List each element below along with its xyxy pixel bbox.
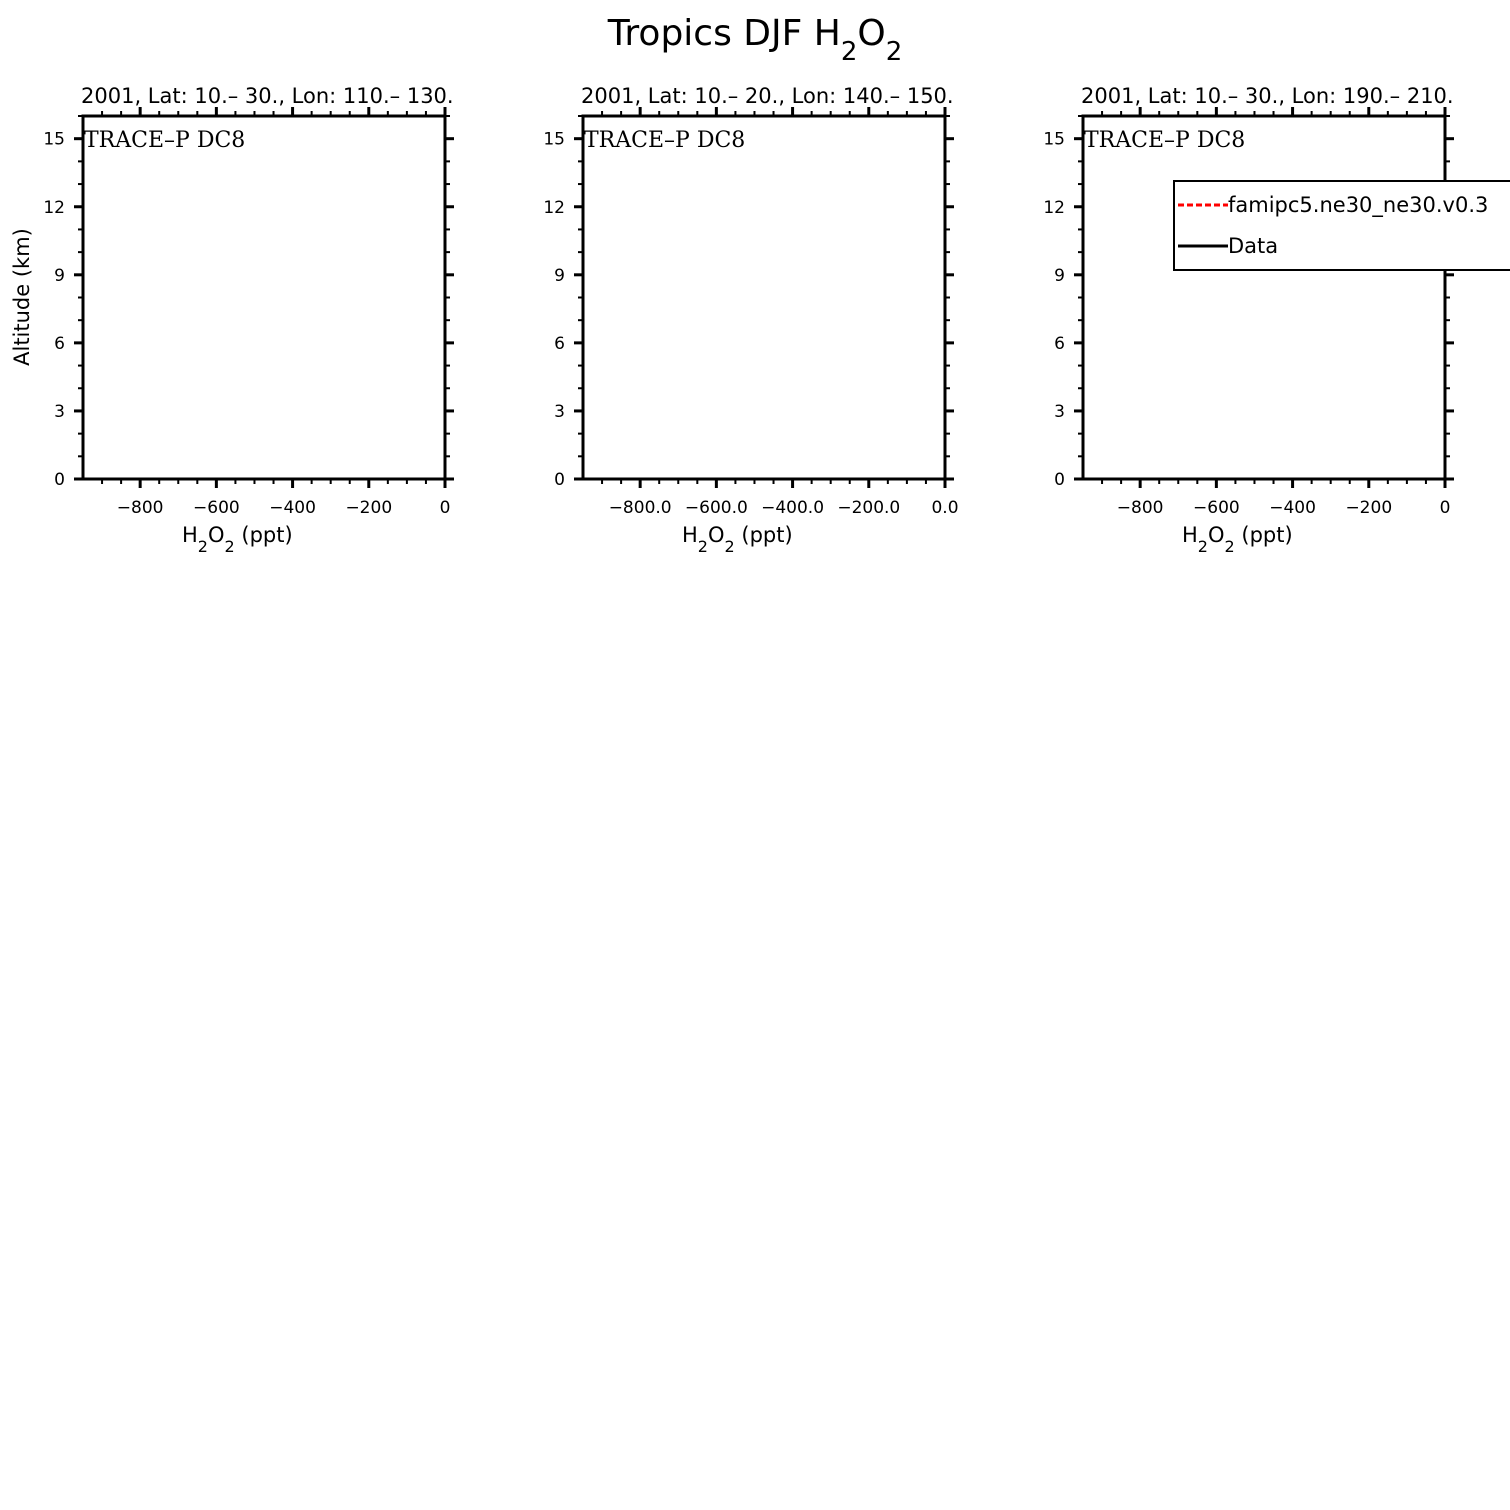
y-tick-label: 0 [54,470,65,490]
panel-title: 2001, Lat: 10.– 20., Lon: 140.– 150. [581,84,954,108]
y-tick-label: 3 [1054,401,1065,422]
y-tick-label: 15 [43,129,65,150]
plot-frame [583,116,945,479]
panel-title: 2001, Lat: 10.– 30., Lon: 110.– 130. [81,84,454,108]
x-tick-label: 0 [1439,498,1451,518]
x-tick-label: −600 [193,498,240,518]
chart-panel [1043,84,1510,556]
x-tick-label: −800 [1116,498,1164,518]
legend-label: famipc5.ne30_ne30.v0.3 [1228,193,1489,217]
plot-frame [1083,116,1445,479]
y-tick-label: 15 [543,129,565,150]
y-tick-label: 6 [554,333,565,354]
chart-panel [10,84,454,556]
panels [10,84,1510,556]
y-tick-label: 9 [554,265,565,286]
x-tick-label: −800.0 [608,498,672,518]
y-tick-label: 15 [1043,129,1065,150]
y-tick-label: 3 [54,401,65,422]
plot-frame [83,116,445,479]
y-tick-label: 12 [43,197,65,218]
inner-label: TRACE–P DC8 [584,128,746,153]
x-tick-label: −200.0 [837,498,901,518]
y-tick-label: 3 [554,401,565,422]
x-tick-label: −800 [116,498,164,518]
y-tick-label: 0 [554,470,565,490]
legend [1174,181,1510,270]
y-tick-label: 9 [1054,265,1065,286]
y-tick-label: 12 [543,197,565,218]
chart-panel [543,84,958,556]
x-axis-title: $H_2O_2$ (ppt) [682,523,793,556]
x-tick-label: −200 [1345,498,1393,518]
x-tick-label: 0.0 [931,498,959,518]
y-tick-label: 9 [54,265,65,286]
x-tick-label: −400 [269,498,316,518]
y-tick-label: 6 [1054,333,1065,354]
y-tick-label: 0 [1054,470,1065,490]
x-tick-label: 0 [439,498,451,518]
x-tick-label: −600 [1193,498,1240,518]
y-tick-label: 12 [1043,197,1065,218]
legend-label: Data [1228,234,1279,258]
inner-label: TRACE–P DC8 [1084,128,1246,153]
y-axis-title: Altitude (km) [10,228,34,366]
x-tick-label: −400 [1269,498,1316,518]
figure-title: Tropics DJF $H_2O_2$ [607,13,903,67]
y-tick-label: 6 [54,333,65,354]
x-tick-label: −200 [345,498,393,518]
inner-label: TRACE–P DC8 [84,128,246,153]
x-tick-label: −400.0 [761,498,825,518]
x-axis-title: $H_2O_2$ (ppt) [1182,523,1293,556]
x-axis-title: $H_2O_2$ (ppt) [182,523,293,556]
panel-title: 2001, Lat: 10.– 30., Lon: 190.– 210. [1081,84,1454,108]
x-tick-label: −600.0 [684,498,748,518]
